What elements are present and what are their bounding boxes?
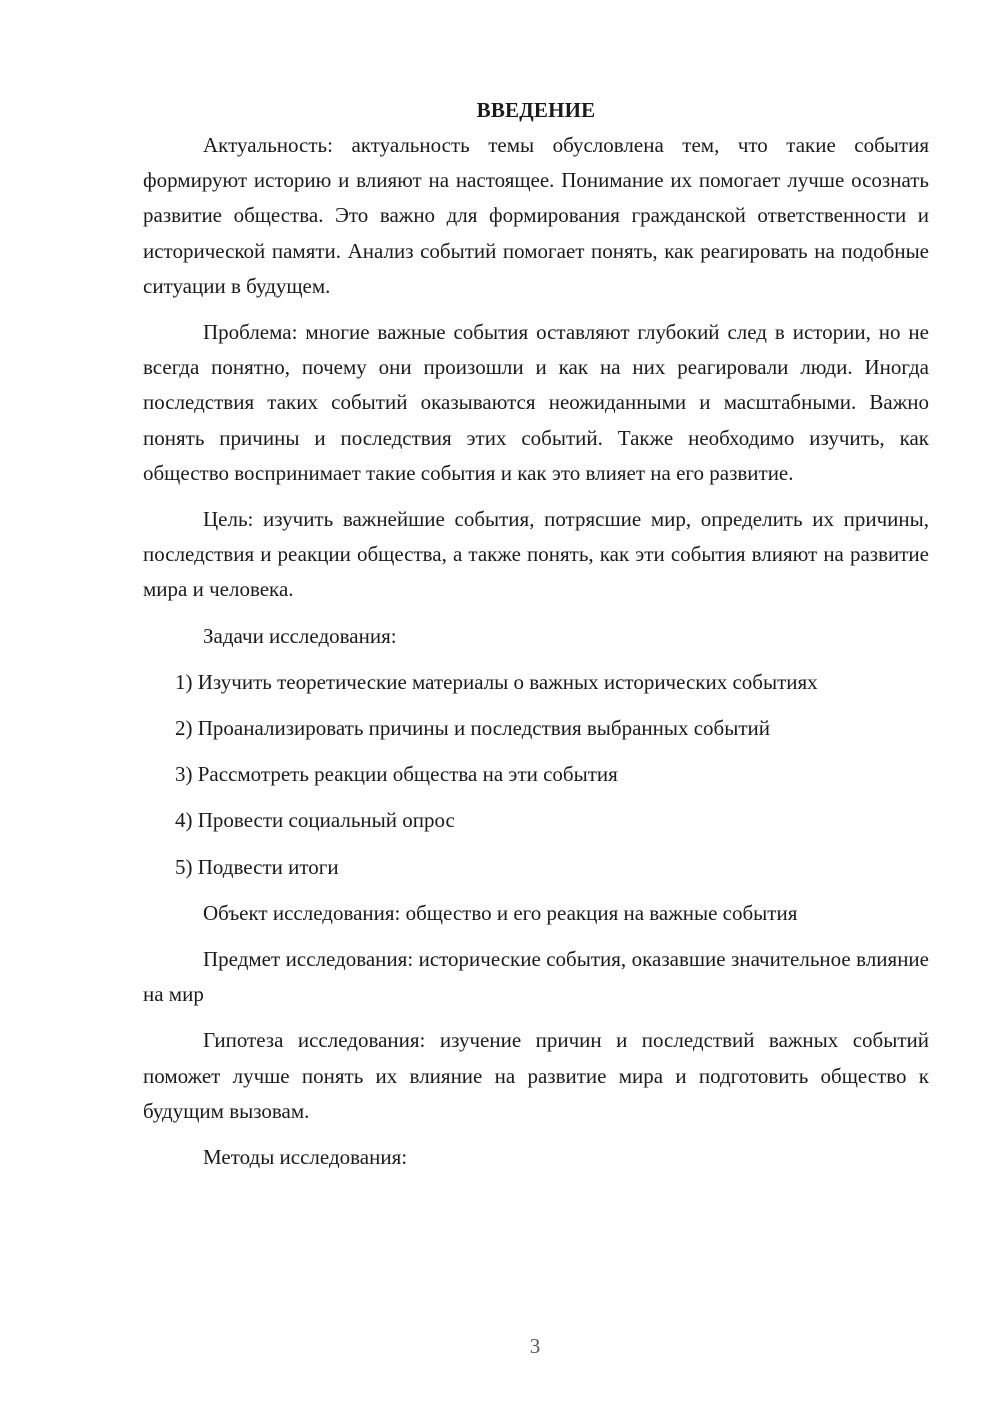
paragraph-problem: Проблема: многие важные события оставляют глубокий след в истории, но не всегда понятно, почему они произошли и как на них реагировали люди. Иногда последствия таких событий оказываются неожиданными и масштабными. Важно понять причины и последствия этих событий. Также необходимо изучить, как общество воспринимает такие события и как это влияет на его развитие. [143, 320, 929, 485]
paragraph-hypothesis: Гипотеза исследования: изучение причин и последствий важных событий поможет лучше понять их влияние на развитие мира и подготовить общество к будущим вызовам. [143, 1028, 929, 1123]
paragraph-relevance: Актуальность: актуальность темы обусловлена тем, что такие события формируют историю и влияют на настоящее. Понимание их помогает лучше осознать развитие общества. Это важно для формирования гражданской ответственности и исторической памяти. Анализ событий помогает понять, как реагировать на подобные ситуации в будущем. [143, 133, 929, 298]
tasks-heading: Задачи исследования: [203, 623, 397, 648]
page-content [143, 93, 929, 1175]
paragraph-goal: Цель: изучить важнейшие события, потрясшие мир, определить их причины, последствия и реакции общества, а также понять, как эти события влияют на развитие мира и человека. [143, 507, 929, 602]
paragraph-subject: Предмет исследования: исторические события, оказавшие значительное влияние на мир [143, 947, 929, 1007]
list-item: 1) Изучить теоретические материалы о важных исторических событиях [175, 669, 818, 694]
list-item: 5) Подвести итоги [175, 854, 339, 879]
list-item: 4) Провести социальный опрос [175, 808, 455, 833]
methods-heading: Методы исследования: [203, 1145, 408, 1170]
paragraph-object: Объект исследования: общество и его реакция на важные события [203, 900, 798, 925]
page-number: 3 [529, 1334, 541, 1358]
list-item: 3) Рассмотреть реакции общества на эти события [175, 762, 618, 787]
section-title: ВВЕДЕНИЕ [476, 98, 596, 122]
list-item: 2) Проанализировать причины и последствия выбранных событий [175, 716, 770, 741]
